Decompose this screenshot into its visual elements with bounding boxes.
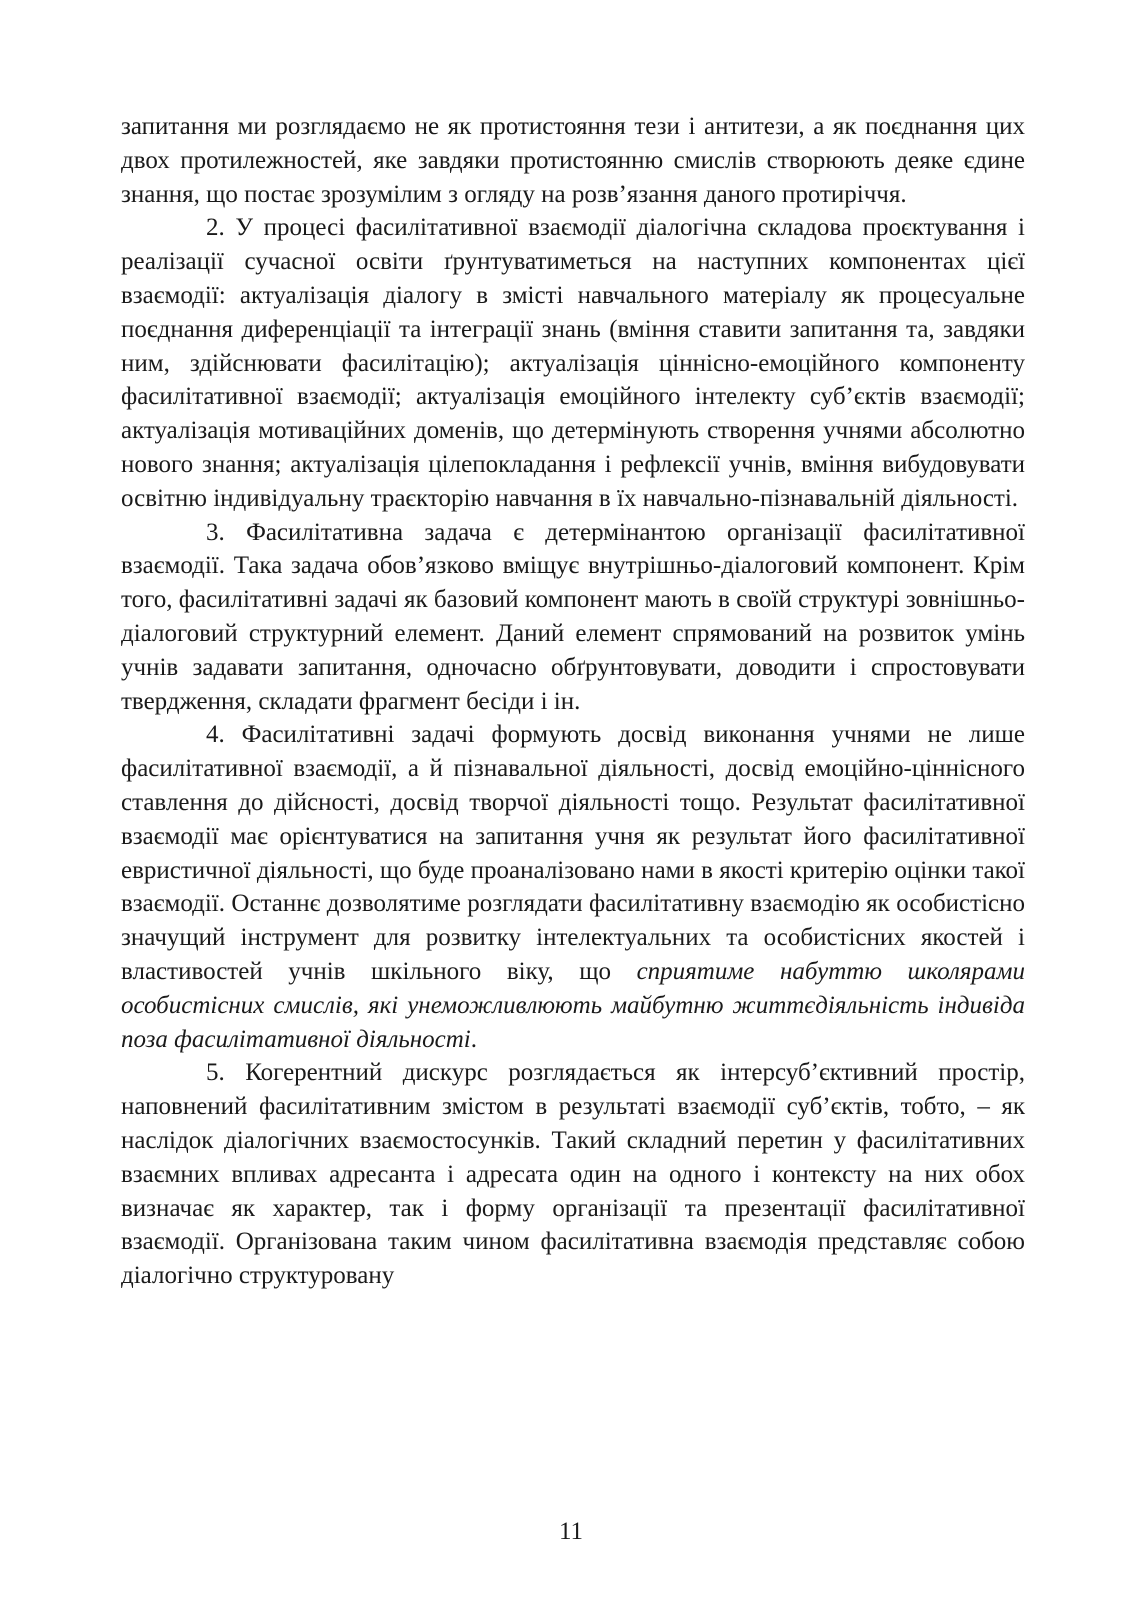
paragraph-item-4-italic: сприятиме набуттю школярами особистісних смислів, які унеможливлюють майбутню життєдіяльність індивіда поза фасилітативної діяльності	[121, 957, 1025, 1053]
paragraph-item-3: 3. Фасилітативна задача є детермінантою організації фасилітативної взаємодії. Така задача обов’язково вміщує внутрішньо-діалоговий компонент. Крім того, фасилітативні задачі як базовий компонент мають в своїй структурі зовнішньо-діалоговий структурний елемент. Даний елемент спрямований на розвиток умінь учнів задавати запитання, одночасно обґрунтовувати, доводити і спростовувати твердження, складати фрагмент бесіди і ін.	[121, 518, 1025, 715]
paragraph-item-4-tail: .	[470, 1025, 477, 1053]
paragraph-continuation: запитання ми розглядаємо не як протистояння тези і антитези, а як поєднання цих двох протилежностей, яке завдяки протистоянню смислів створюють деяке єдине знання, що постає зрозумілим з огляду на розв’язання даного протиріччя.	[121, 113, 1025, 208]
paragraph-item-4-text: 4. Фасилітативні задачі формують досвід виконання учнями не лише фасилітативної взаємодії, а й пізнавальної діяльності, досвід емоційно-ціннісного ставлення до дійсності, досвід творчої діяльності тощо. Результат фасилітативної взаємодії має орієнтуватися на запитання учня як результат його фасилітативної евристичної діяльності, що буде проаналізовано нами в якості критерію оцінки такої взаємодії. Останнє дозволятиме розглядати фасилітативну взаємодію як особистісно значущий інструмент для розвитку інтелектуальних та особистісних якостей і властивостей учнів шкільного віку, що	[121, 721, 1025, 985]
paragraph-item-5: 5. Когерентний дискурс розглядається як інтерсуб’єктивний простір, наповнений фасилітативним змістом в результаті взаємодії суб’єктів, тобто, – як наслідок діалогічних взаємостосунків. Такий складний перетин у фасилітативних взаємних впливах адресанта і адресата один на одного і контексту на них обох визначає як характер, так і форму організації та презентації фасилітативної взаємодії. Організована таким чином фасилітативна взаємодія представляє собою діалогічно структуровану	[121, 1059, 1025, 1290]
body-text	[121, 110, 1025, 1293]
paragraph-item-2: 2. У процесі фасилітативної взаємодії діалогічна складова проєктування і реалізації сучасної освіти ґрунтуватиметься на наступних компонентах цієї взаємодії: актуалізація діалогу в змісті навчального матеріалу як процесуальне поєднання диференціації та інтеграції знань (вміння ставити запитання та, завдяки ним, здійснювати фасилітацію); актуалізація ціннісно-емоційного компоненту фасилітативної взаємодії; актуалізація емоційного інтелекту суб’єктів взаємодії; актуалізація мотиваційних доменів, що детермінують створення учнями абсолютно нового знання; актуалізація цілепокладання і рефлексії учнів, вміння вибудовувати освітню індивідуальну траєкторію навчання в їх навчально-пізнавальній діяльності.	[121, 214, 1025, 512]
paragraph-item-4	[121, 718, 1025, 1056]
page-number: 11	[558, 1518, 584, 1545]
